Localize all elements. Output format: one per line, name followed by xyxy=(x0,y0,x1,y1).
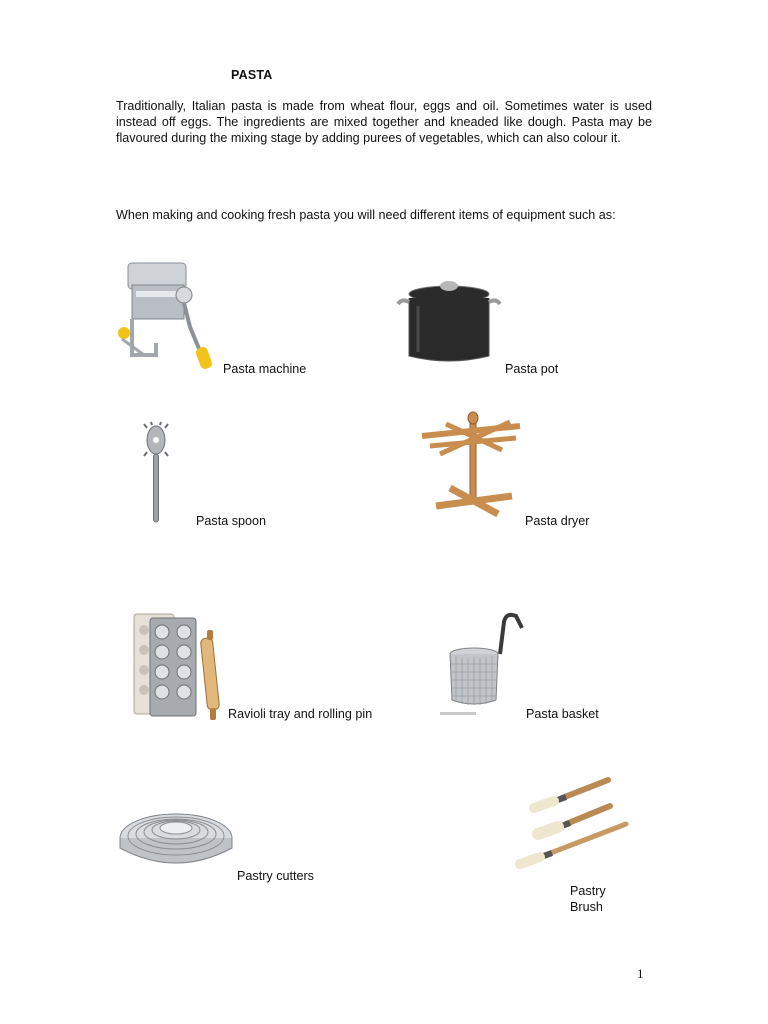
pasta-spoon-icon xyxy=(140,422,172,528)
pasta-pot-icon xyxy=(394,276,504,366)
pasta-machine-icon xyxy=(114,255,214,375)
pastry-cutters-icon xyxy=(116,800,238,874)
pasta-spoon-label: Pasta spoon xyxy=(196,514,267,528)
pasta-dryer-icon xyxy=(416,408,528,520)
ravioli-tray-label: Ravioli tray and rolling pin xyxy=(228,707,373,721)
pasta-basket-icon xyxy=(440,608,526,720)
pastry-cutters-label: Pastry cutters xyxy=(237,869,314,883)
pastry-brush-label xyxy=(570,883,606,915)
pasta-basket-label: Pasta basket xyxy=(526,707,599,721)
pasta-machine-label: Pasta machine xyxy=(223,362,307,376)
pasta-pot-label: Pasta pot xyxy=(505,362,559,376)
page-title: PASTA xyxy=(231,68,273,82)
pastry-brush-label-line2: Brush xyxy=(570,900,603,914)
intro-paragraph: Traditionally, Italian pasta is made from wheat flour, eggs and oil. Sometimes water is used instead off eggs. The ingredients are mixed together and kneaded like dough. Pasta may be flavoured during the mixing stage by adding purees of vegetables, which can also colour it. xyxy=(116,99,652,145)
pastry-brush-icon xyxy=(512,772,634,876)
ravioli-tray-icon xyxy=(130,610,228,722)
equipment-intro-paragraph: When making and cooking fresh pasta you will need different items of equipment such as: xyxy=(116,208,616,222)
pasta-dryer-label: Pasta dryer xyxy=(525,514,590,528)
page-number: 1 xyxy=(637,966,644,981)
pastry-brush-label-line1: Pastry xyxy=(570,884,606,898)
